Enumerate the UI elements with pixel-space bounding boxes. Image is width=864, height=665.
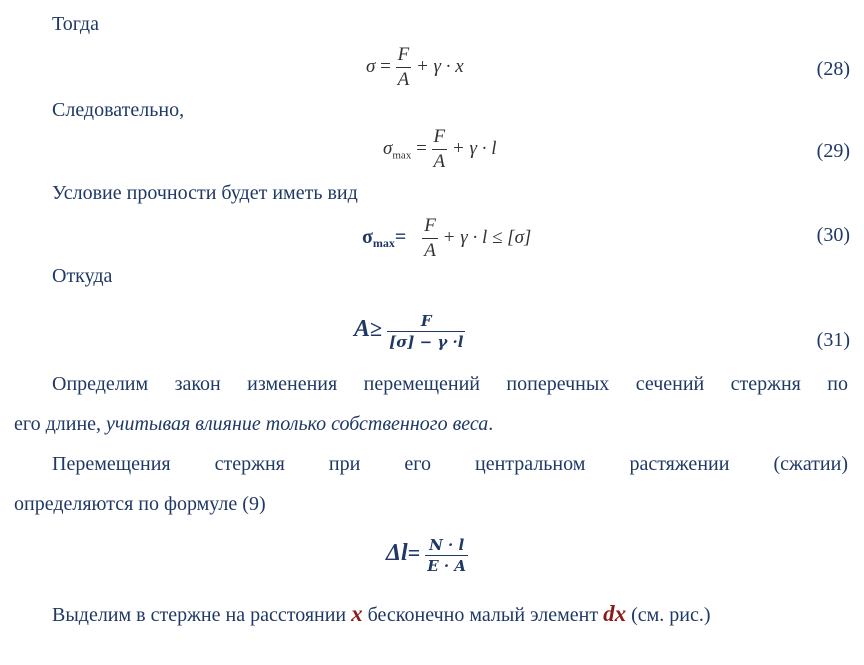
paragraph-peremeshcheniya-line1: Перемещения стержня при его центральном растяжении (сжатии) xyxy=(52,453,848,475)
equation-number-30: (30) xyxy=(816,224,850,246)
paragraph-opredelim-line2: его длине, учитывая влияние только собственного веса. xyxy=(14,413,494,435)
equation-number-31: (31) xyxy=(816,329,850,351)
equation-31: A≥ $\frac{F}{[\sigma] - \gamma \cdot l}$ xyxy=(354,312,464,351)
paragraph-otkuda: Откуда xyxy=(52,265,113,287)
paragraph-vydelim: Выделим в стержне на расстоянии x бесконечно малый элемент dx (см. рис.) xyxy=(52,601,711,626)
paragraph-peremeshcheniya-line2: определяются по формуле (9) xyxy=(14,493,266,515)
paragraph-togda: Тогда xyxy=(52,13,99,35)
equation-30: $\sigma_{max}=$ $\frac{F}{A}$ + γ · l ≤ [σ] xyxy=(362,215,532,261)
equation-number-29: (29) xyxy=(816,140,850,162)
paragraph-sledovatelno: Следовательно, xyxy=(52,99,185,121)
equation-28: σ = $\frac{F}{A}$ + γ · x xyxy=(366,44,464,90)
paragraph-opredelim-line1: Определим закон изменения перемещений поперечных сечений стержня по xyxy=(52,373,848,395)
equation-number-28: (28) xyxy=(816,58,850,80)
equation-29: $\sigma_{max}$ = $\frac{F}{A}$ + γ · l xyxy=(383,126,497,172)
paragraph-uslovie: Условие прочности будет иметь вид xyxy=(52,182,358,204)
equation-9: Δl= $\frac{N \cdot l}{E \cdot A}$ xyxy=(386,536,467,575)
